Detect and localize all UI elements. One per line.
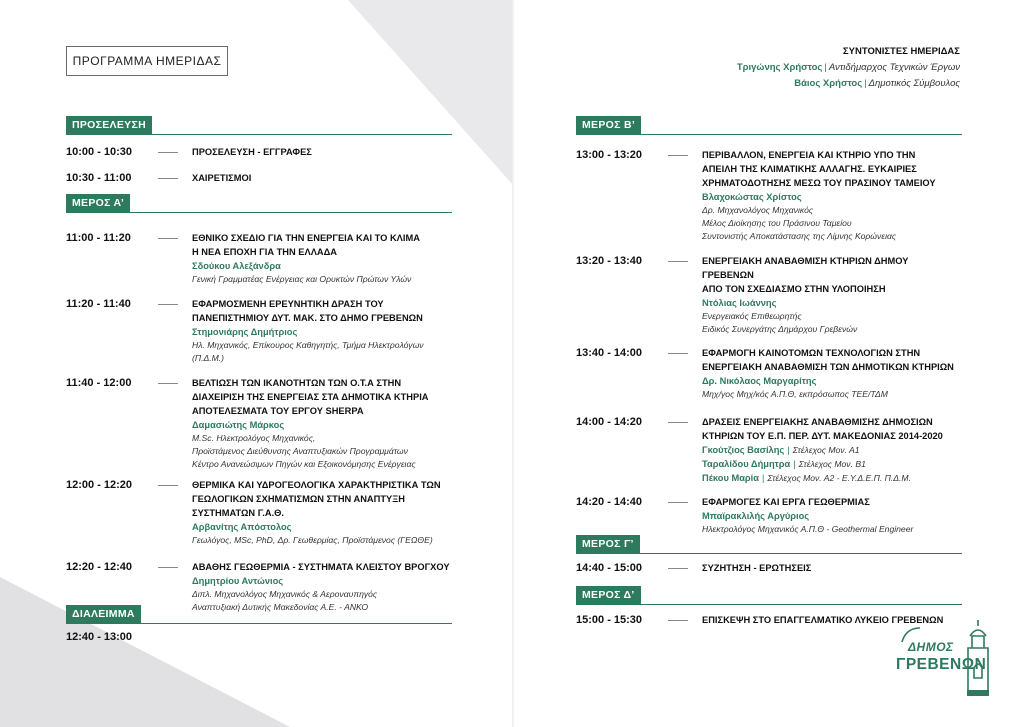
coordinators-block — [737, 44, 960, 92]
item-title: ΕΦΑΡΜΟΓΗ ΚΑΙΝΟΤΟΜΩΝ ΤΕΧΝΟΛΟΓΙΩΝ ΣΤΗΝ — [702, 348, 921, 358]
item-time: 11:20 - 11:40 — [66, 298, 131, 310]
coordinator-line: Βάιος Χρήστος | Δημοτικός Σύμβουλος — [794, 78, 960, 89]
section-divider — [66, 134, 452, 135]
municipality-logo — [884, 618, 994, 698]
speaker-role: Στέλεχος Μον. Α1 — [792, 445, 860, 455]
speaker-role: Κέντρο Ανανεώσιμων Πηγών και Εξοικονόμησης Ενέργειας — [192, 459, 416, 469]
schedule-item — [66, 478, 441, 547]
item-time: 10:00 - 10:30 — [66, 146, 133, 158]
speaker-name: Δημητρίου Αντώνιος — [192, 576, 284, 586]
speaker-role: Αναπτυξιακή Δυτικής Μακεδονίας Α.Ε. - ΑΝΚΟ — [192, 602, 369, 612]
speaker-role: Μηχ/γος Μηχ/κός Α.Π.Θ, εκπρόσωπος ΤΕΕ/ΤΔΜ — [702, 389, 888, 399]
speaker-role: Στέλεχος Μον. Β1 — [798, 459, 866, 469]
speaker-role: Μέλος Διοίκησης του Πράσινου Ταμείου — [702, 218, 852, 228]
item-title: ΕΝΕΡΓΕΙΑΚΗ ΑΝΑΒΑΘΜΙΣΗ ΤΩΝ ΔΗΜΟΤΙΚΩΝ ΚΤΗΡΙΩΝ — [702, 362, 954, 372]
logo-line1: ΔΗΜΟΣ — [908, 640, 954, 654]
page-title-text: ΠΡΟΓΡΑΜΜΑ ΗΜΕΡΙΔΑΣ — [72, 54, 222, 68]
speaker-role: M.Sc. Ηλεκτρολόγος Μηχανικός, — [192, 433, 316, 443]
schedule-item — [576, 495, 913, 536]
item-time: 12:00 - 12:20 — [66, 479, 133, 491]
coordinator-role: Δημοτικός Σύμβουλος — [868, 78, 960, 89]
logo-line2: ΓΡΕΒΕΝΩΝ — [896, 656, 987, 673]
coordinator-line: Τριγώνης Χρήστος | Αντιδήμαρχος Τεχνικών Έργων — [736, 62, 960, 73]
section-divider — [576, 134, 962, 135]
speaker-role: Δρ. Μηχανολόγος Μηχανικός — [702, 205, 814, 215]
coordinator-role: Αντιδήμαρχος Τεχνικών Έργων — [828, 62, 960, 73]
item-title: ΕΘΝΙΚΟ ΣΧΕΔΙΟ ΓΙΑ ΤΗΝ ΕΝΕΡΓΕΙΑ ΚΑΙ ΤΟ ΚΛΙΜΑ — [192, 233, 420, 243]
item-title: ΣΥΣΤΗΜΑΤΩΝ Γ.Α.Θ. — [192, 508, 284, 518]
speaker-name: Ταραλίδου Δήμητρα — [702, 459, 791, 469]
speaker-role: Ειδικός Συνεργάτης Δημάρχου Γρεβενών — [702, 324, 858, 334]
speaker-role: Ηλ. Μηχανικός, Επίκουρος Καθηγητής, Τμήμα Ηλεκτρολόγων — [192, 340, 424, 350]
speaker-name: Μπαϊρακλιλής Αργύριος — [702, 511, 810, 521]
speaker-name: Γκούτζιος Βασίλης — [702, 445, 785, 455]
speaker-role: (Π.Δ.Μ.) — [192, 353, 225, 363]
speaker-role: Ενεργειακός Επιθεωρητής — [702, 311, 802, 321]
item-title: ΕΝΕΡΓΕΙΑΚΗ ΑΝΑΒΑΘΜΙΣΗ ΚΤΗΡΙΩΝ ΔΗΜΟΥ — [702, 256, 909, 266]
coordinator-name: Τριγώνης Χρήστος — [736, 62, 823, 73]
item-time: 13:40 - 14:00 — [576, 347, 643, 359]
schedule-item — [576, 346, 954, 401]
decorative-triangle-top — [348, 0, 513, 185]
item-time: 14:00 - 14:20 — [576, 416, 643, 428]
speaker-role: Γεωλόγος, MSc, PhD, Δρ. Γεωθερμίας, Προϊστάμενος (ΓΕΩΘΕ) — [192, 535, 433, 545]
item-time: 12:40 - 13:00 — [66, 631, 133, 643]
item-title: ΕΠΙΣΚΕΨΗ ΣΤΟ ΕΠΑΓΓΕΛΜΑΤΙΚΟ ΛΥΚΕΙΟ ΓΡΕΒΕΝΩΝ — [702, 615, 944, 625]
speaker-name: Στημονιάρης Δημήτριος — [192, 327, 298, 337]
speaker-name: Ντόλιας Ιωάννης — [702, 298, 777, 308]
item-time: 13:20 - 13:40 — [576, 255, 643, 267]
section-divider — [66, 212, 452, 213]
item-title: ΘΕΡΜΙΚΑ ΚΑΙ ΥΔΡΟΓΕΟΛΟΓΙΚΑ ΧΑΡΑΚΤΗΡΙΣΤΙΚΑ ΤΩΝ — [192, 480, 441, 490]
schedule-item — [576, 254, 908, 336]
page-fold — [512, 0, 514, 727]
speaker-name: Βλαχοκώστας Χρίστος — [702, 192, 802, 202]
item-title: ΔΡΑΣΕΙΣ ΕΝΕΡΓΕΙΑΚΗΣ ΑΝΑΒΑΘΜΙΣΗΣ ΔΗΜΟΣΙΩΝ — [702, 417, 933, 427]
schedule-item — [66, 630, 158, 644]
speaker-name: Σδούκου Αλεξάνδρα — [192, 261, 281, 271]
section-part-d: ΜΕΡΟΣ Δ’ — [576, 586, 641, 604]
schedule-item — [66, 297, 424, 365]
section-arrival: ΠΡΟΣΕΛΕΥΣΗ — [66, 116, 152, 134]
item-time: 14:20 - 14:40 — [576, 496, 643, 508]
speaker-name: Αρβανίτης Απόστολος — [192, 522, 292, 532]
speaker-line: Γκούτζιος Βασίλης | Στέλεχος Μον. Α1 — [702, 445, 860, 455]
item-time: 12:20 - 12:40 — [66, 561, 133, 573]
item-title: ΑΠΟ ΤΟΝ ΣΧΕΔΙΑΣΜΟ ΣΤΗΝ ΥΛΟΠΟΙΗΣΗ — [702, 284, 886, 294]
item-title: Η ΝΕΑ ΕΠΟΧΗ ΓΙΑ ΤΗΝ ΕΛΛΑΔΑ — [192, 247, 338, 257]
section-divider — [576, 553, 962, 554]
speaker-role: Ηλεκτρολόγος Μηχανικός Α.Π.Θ - Geothermal Engineer — [702, 524, 914, 534]
section-part-b: ΜΕΡΟΣ Β’ — [576, 116, 641, 134]
section-divider — [66, 623, 452, 624]
item-time: 10:30 - 11:00 — [66, 172, 132, 184]
schedule-item — [576, 561, 811, 575]
item-title: ΚΤΗΡΙΩΝ ΤΟΥ Ε.Π. ΠΕΡ. ΔΥΤ. ΜΑΚΕΔΟΝΙΑΣ 2014-2020 — [702, 431, 943, 441]
section-part-a: ΜΕΡΟΣ Α’ — [66, 194, 130, 212]
speaker-name: Δρ. Νικόλαος Μαργαρίτης — [702, 376, 817, 386]
speaker-line: Ταραλίδου Δήμητρα | Στέλεχος Μον. Β1 — [702, 459, 866, 469]
speaker-role: Στέλεχος Μον. Α2 - Ε.Υ.Δ.Ε.Π. Π.Δ.Μ. — [767, 473, 911, 483]
item-time: 11:00 - 11:20 — [66, 232, 131, 244]
speaker-line: Πέκου Μαρία | Στέλεχος Μον. Α2 - Ε.Υ.Δ.Ε.Π. Π.Δ.Μ. — [702, 473, 911, 483]
item-title: ΧΡΗΜΑΤΟΔΟΤΗΣΗΣ ΜΕΣΩ ΤΟΥ ΠΡΑΣΙΝΟΥ ΤΑΜΕΙΟΥ — [702, 178, 936, 188]
section-break: ΔΙΑΛΕΙΜΜΑ — [66, 605, 141, 623]
coordinator-name: Βάιος Χρήστος — [794, 78, 863, 89]
item-title: ΠΑΝΕΠΙΣΤΗΜΙΟΥ ΔΥΤ. ΜΑΚ. ΣΤΟ ΔΗΜΟ ΓΡΕΒΕΝΩΝ — [192, 313, 423, 323]
coordinators-heading: ΣΥΝΤΟΝΙΣΤΕΣ ΗΜΕΡΙΔΑΣ — [842, 46, 960, 57]
section-divider — [576, 604, 962, 605]
speaker-role: Διπλ. Μηχανολόγος Μηχανικός & Αεροναυπηγός — [192, 589, 378, 599]
speaker-name: Δαμασιώτης Μάρκος — [192, 420, 285, 430]
item-title: ΧΑΙΡΕΤΙΣΜΟΙ — [192, 173, 252, 183]
item-title: ΓΡΕΒΕΝΩΝ — [702, 270, 754, 280]
speaker-role: Συντονιστής Αποκατάστασης της Λίμνης Κορώνειας — [702, 231, 897, 241]
item-time: 15:00 - 15:30 — [576, 614, 643, 626]
section-part-c: ΜΕΡΟΣ Γ’ — [576, 535, 640, 553]
item-title: ΣΥΖΗΤΗΣΗ - ΕΡΩΤΗΣΕΙΣ — [702, 563, 812, 573]
item-title: ΒΕΛΤΙΩΣΗ ΤΩΝ ΙΚΑΝΟΤΗΤΩΝ ΤΩΝ Ο.Τ.Α ΣΤΗΝ — [192, 378, 402, 388]
item-title: ΕΦΑΡΜΟΓΕΣ ΚΑΙ ΕΡΓΑ ΓΕΩΘΕΡΜΙΑΣ — [702, 497, 870, 507]
schedule-item — [576, 415, 943, 485]
item-title: ΓΕΩΛΟΓΙΚΩΝ ΣΧΗΜΑΤΙΣΜΩΝ ΣΤΗΝ ΑΝΑΠΤΥΞΗ — [192, 494, 405, 504]
speaker-role: Γενική Γραμματέας Ενέργειας και Ορυκτών Πρώτων Υλών — [192, 274, 412, 284]
item-title: ΑΠΕΙΛΗ ΤΗΣ ΚΛΙΜΑΤΙΚΗΣ ΑΛΛΑΓΗΣ. ΕΥΚΑΙΡΙΕΣ — [702, 164, 917, 174]
schedule-item — [66, 145, 312, 159]
item-title: ΔΙΑΧΕΙΡΙΣΗ ΤΗΣ ΕΝΕΡΓΕΙΑΣ ΣΤΑ ΔΗΜΟΤΙΚΑ ΚΤΗΡΙΑ — [192, 392, 429, 402]
item-time: 14:40 - 15:00 — [576, 562, 643, 574]
item-title: ΠΕΡΙΒΑΛΛΟΝ, ΕΝΕΡΓΕΙΑ ΚΑΙ ΚΤΗΡΙΟ ΥΠΟ ΤΗΝ — [702, 150, 916, 160]
schedule-item — [576, 148, 936, 243]
schedule-item — [66, 231, 420, 286]
item-time: 13:00 - 13:20 — [576, 149, 643, 161]
item-title: ΠΡΟΣΕΛΕΥΣΗ - ΕΓΓΡΑΦΕΣ — [192, 147, 312, 157]
item-title: ΕΦΑΡΜΟΣΜΕΝΗ ΕΡΕΥΝΗΤΙΚΗ ΔΡΑΣΗ ΤΟΥ — [192, 299, 384, 309]
item-title: ΑΠΟΤΕΛΕΣΜΑΤΑ ΤΟΥ ΕΡΓΟΥ SHERPA — [192, 406, 364, 416]
item-title: ΑΒΑΘΗΣ ΓΕΩΘΕΡΜΙΑ - ΣΥΣΤΗΜΑΤΑ ΚΛΕΙΣΤΟΥ ΒΡΟΓΧΟΥ — [192, 562, 450, 572]
item-time: 11:40 - 12:00 — [66, 377, 132, 389]
schedule-item — [66, 171, 251, 185]
speaker-role: Προϊστάμενος Διεύθυνσης Αναπτυξιακών Προγραμμάτων — [192, 446, 408, 456]
speaker-name: Πέκου Μαρία — [702, 473, 759, 483]
page-title — [66, 46, 228, 76]
schedule-item — [66, 376, 429, 471]
